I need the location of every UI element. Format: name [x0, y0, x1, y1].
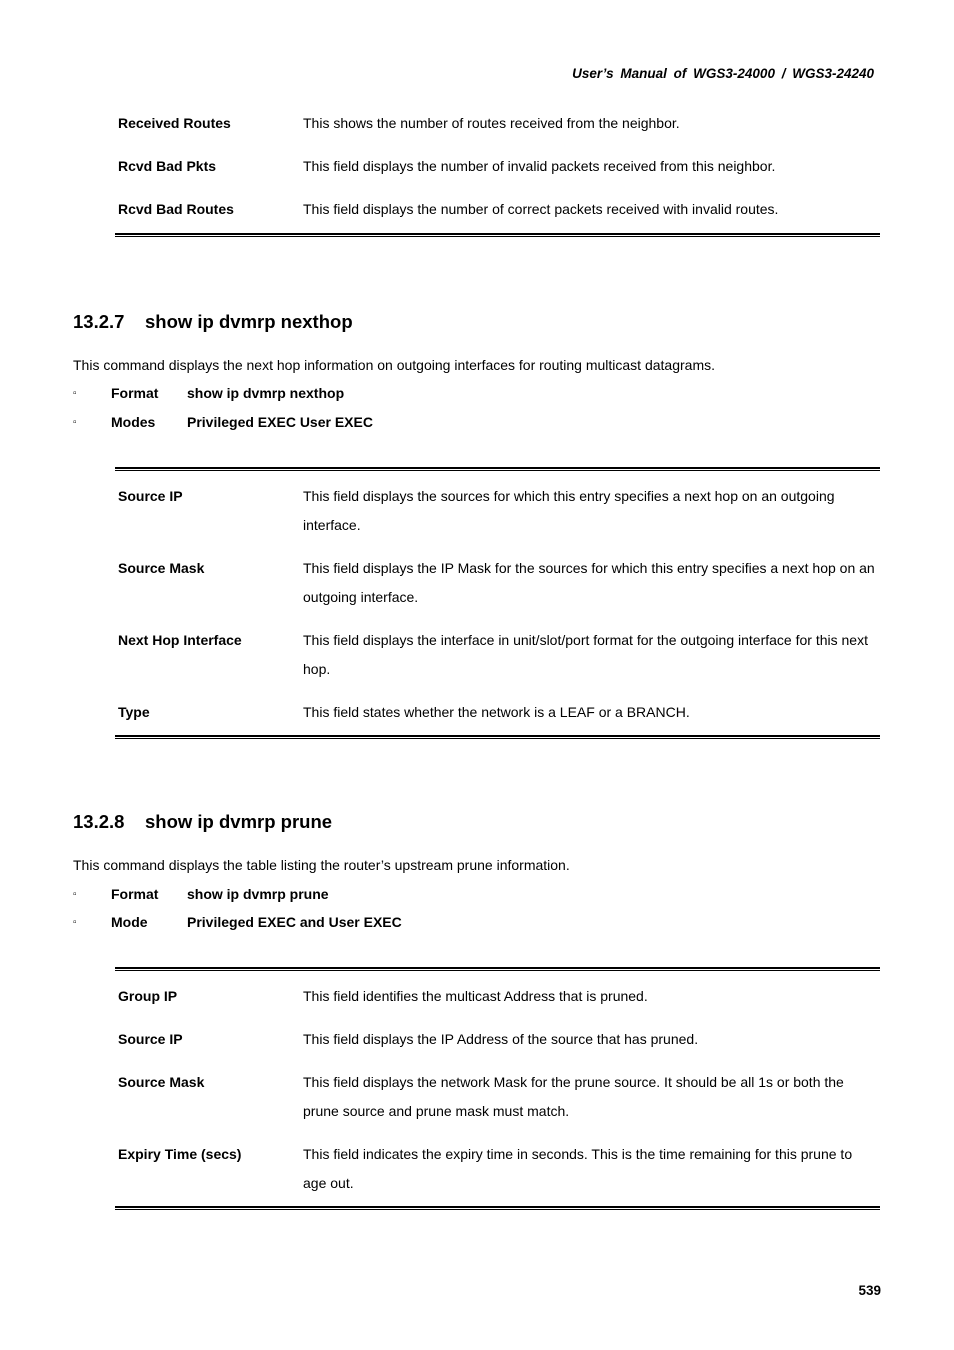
mode-bullet [73, 914, 402, 930]
page-number: 539 [858, 1283, 881, 1298]
running-header: User’s Manual of WGS3-24000 / WGS3-24240 [572, 66, 874, 81]
table-row [115, 1068, 880, 1126]
field-description: This field displays the network Mask for the prune source. It should be all 1s or both the prune source and prune mask must match. [303, 1074, 844, 1119]
bullet-value: show ip dvmrp prune [187, 886, 329, 902]
field-description: This field displays the IP Mask for the sources for which this entry specifies a next hop on an outgoing interface. [303, 560, 875, 605]
field-description: This field states whether the network is a LEAF or a BRANCH. [303, 704, 690, 720]
bullet-label: Modes [111, 414, 156, 430]
field-description: This field displays the number of invalid packets received from this neighbor. [303, 158, 776, 174]
bullet-marker: ▫ [73, 916, 77, 928]
section-heading [73, 311, 353, 333]
field-description: This field displays the number of correct packets received with invalid routes. [303, 201, 779, 217]
section-heading [73, 811, 332, 833]
field-table-top [115, 109, 880, 237]
section-number: 13.2.8 [73, 811, 125, 832]
table-row [115, 152, 880, 181]
bullet-label: Mode [111, 914, 148, 930]
table-bottom-rule [115, 735, 880, 739]
field-term: Received Routes [118, 115, 231, 131]
table-bottom-rule [115, 1206, 880, 1210]
field-description: This field displays the interface in unit/slot/port format for the outgoing interface for this next hop. [303, 632, 868, 677]
table-row [115, 554, 880, 612]
table-row [115, 1140, 880, 1198]
field-term: Source Mask [118, 560, 205, 576]
section-number: 13.2.7 [73, 311, 125, 332]
bullet-marker: ▫ [73, 387, 77, 399]
field-term: Rcvd Bad Pkts [118, 158, 217, 174]
field-table-prune [115, 967, 880, 1210]
bullet-marker: ▫ [73, 416, 77, 428]
field-table-nexthop [115, 467, 880, 739]
field-description: This shows the number of routes received from the neighbor. [303, 115, 680, 131]
field-description: This field identifies the multicast Address that is pruned. [303, 988, 648, 1004]
field-description: This field displays the sources for which this entry specifies a next hop on an outgoing interface. [303, 488, 835, 533]
modes-bullet [73, 414, 373, 430]
section-intro: This command displays the table listing the router’s upstream prune information. [73, 857, 570, 873]
format-bullet [73, 385, 344, 401]
table-row [115, 482, 880, 540]
bullet-value: Privileged EXEC and User EXEC [187, 914, 402, 930]
bullet-label: Format [111, 385, 159, 401]
table-row [115, 698, 880, 727]
table-top-rule [115, 967, 880, 971]
table-row [115, 626, 880, 684]
field-term: Rcvd Bad Routes [118, 201, 234, 217]
table-bottom-rule [115, 233, 880, 237]
table-top-rule [115, 467, 880, 471]
field-description: This field displays the IP Address of the source that has pruned. [303, 1031, 699, 1047]
section-intro: This command displays the next hop information on outgoing interfaces for routing multicast datagrams. [73, 357, 715, 373]
format-bullet [73, 886, 329, 902]
field-term: Source Mask [118, 1074, 205, 1090]
bullet-value: Privileged EXEC User EXEC [187, 414, 373, 430]
bullet-marker: ▫ [73, 888, 77, 900]
table-row [115, 1025, 880, 1054]
section-title: show ip dvmrp nexthop [145, 311, 353, 332]
bullet-label: Format [111, 886, 159, 902]
field-term: Source IP [118, 1031, 183, 1047]
table-row [115, 195, 880, 224]
field-term: Type [118, 704, 150, 720]
field-term: Group IP [118, 988, 178, 1004]
field-term: Next Hop Interface [118, 632, 242, 648]
table-row [115, 982, 880, 1011]
field-description: This field indicates the expiry time in seconds. This is the time remaining for this prune to age out. [303, 1146, 853, 1191]
section-title: show ip dvmrp prune [145, 811, 333, 832]
field-term: Expiry Time (secs) [118, 1146, 242, 1162]
bullet-value: show ip dvmrp nexthop [187, 385, 345, 401]
field-term: Source IP [118, 488, 183, 504]
table-row [115, 109, 880, 138]
